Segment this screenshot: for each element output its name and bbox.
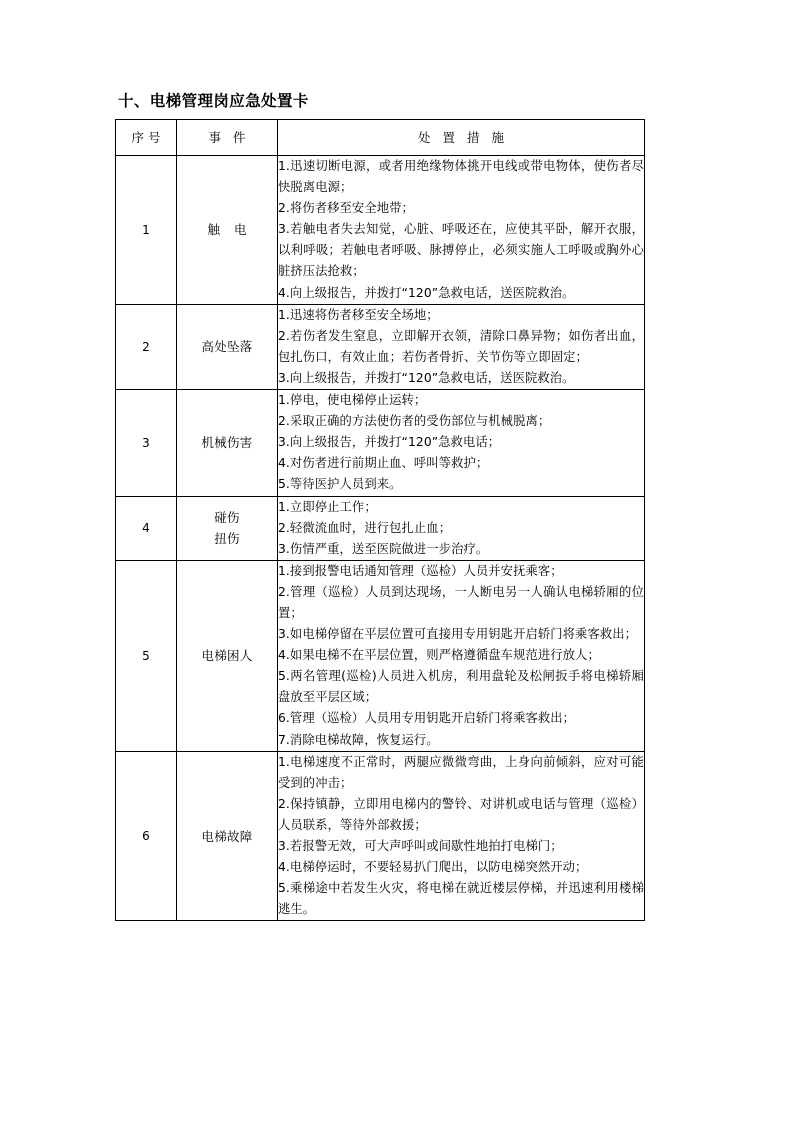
- row-number: 2: [116, 304, 177, 389]
- measure-item: 3.若触电者失去知觉，心脏、呼吸还在，应使其平卧，解开衣服，以利呼吸；若触电者呼吸、脉搏停止，必须实施人工呼吸或胸外心脏挤压法抢救；: [278, 222, 644, 279]
- row-measures: [278, 304, 645, 389]
- measure-item: 4.对伤者进行前期止血、呼叫等救护；: [278, 456, 489, 471]
- measure-item: 3.如电梯停留在平层位置可直接用专用钥匙开启轿门将乘客救出；: [278, 627, 638, 642]
- table-row: [116, 156, 645, 305]
- measure-item: 4.电梯停运时，不要轻易扒门爬出，以防电梯突然开动；: [278, 860, 588, 875]
- measure-item: 3.伤情严重，送至医院做进一步治疗。: [278, 541, 489, 556]
- table-row: [116, 304, 645, 389]
- row-event: 电梯困人: [177, 560, 278, 751]
- row-number: 1: [116, 156, 177, 305]
- measure-item: 3.向上级报告，并拨打“120”急救电话，送医院救治。: [278, 370, 575, 385]
- row-event-line2: 扭伤: [214, 531, 240, 547]
- row-measures: [278, 156, 645, 305]
- column-header-measures: 处 置 措 施: [278, 120, 645, 156]
- table-row: [116, 390, 645, 496]
- column-header-no: 序号: [116, 120, 177, 156]
- table-header-row: [116, 120, 645, 156]
- measure-item: 4.向上级报告，并拨打“120”急救电话，送医院救治。: [278, 285, 575, 300]
- row-measures: [278, 390, 645, 496]
- table-row: [116, 560, 645, 751]
- measure-item: 1.停电，使电梯停止运转；: [278, 393, 427, 408]
- table-body: [116, 156, 645, 921]
- page-title: 十、电梯管理岗应急处置卡: [118, 92, 309, 110]
- measure-item: 7.消除电梯故障，恢复运行。: [278, 732, 439, 747]
- row-measures: [278, 496, 645, 560]
- row-event: [177, 496, 278, 560]
- measure-item: 1.立即停止工作；: [278, 499, 377, 514]
- row-measures: [278, 751, 645, 921]
- measure-item: 5.两名管理(巡检)人员进入机房，利用盘轮及松闸扳手将电梯轿厢盘放至平层区域；: [278, 669, 644, 705]
- measure-item: 2.若伤者发生窒息，立即解开衣领，清除口鼻异物；如伤者出血，包扎伤口，有效止血；若伤者骨折、关节伤等立即固定；: [278, 328, 644, 364]
- emergency-response-table: [115, 119, 645, 921]
- row-measures: [278, 560, 645, 751]
- measure-item: 1.迅速将伤者移至安全场地；: [278, 307, 439, 322]
- measure-item: 4.如果电梯不在平层位置，则严格遵循盘车规范进行放人；: [278, 648, 600, 663]
- measure-item: 3.向上级报告，并拨打“120”急救电话；: [278, 435, 501, 450]
- row-event: 触 电: [177, 156, 278, 305]
- row-event: 机械伤害: [177, 390, 278, 496]
- measure-item: 5.乘梯途中若发生火灾，将电梯在就近楼层停梯，并迅速利用楼梯逃生。: [278, 881, 644, 917]
- table-row: [116, 751, 645, 921]
- measure-item: 2.采取正确的方法使伤者的受伤部位与机械脱离；: [278, 414, 551, 429]
- measure-item: 2.轻微流血时，进行包扎止血；: [278, 520, 452, 535]
- row-event-line1: 碰伤: [214, 510, 240, 526]
- measure-item: 3.若报警无效，可大声呼叫或间歇性地拍打电梯门；: [278, 839, 563, 853]
- measure-item: 1.接到报警电话通知管理（巡检）人员并安抚乘客；: [278, 563, 563, 578]
- column-header-event: 事 件: [177, 120, 278, 156]
- measure-item: 6.管理（巡检）人员用专用钥匙开启轿门将乘客救出；: [278, 711, 576, 726]
- measure-item: 2.将伤者移至安全地带；: [278, 201, 414, 216]
- measure-item: 1.迅速切断电源，或者用绝缘物体挑开电线或带电物体，使伤者尽快脱离电源；: [278, 159, 644, 195]
- row-number: 3: [116, 390, 177, 496]
- measure-item: 1.电梯速度不正常时，两腿应微微弯曲，上身向前倾斜，应对可能受到的冲击；: [278, 754, 644, 790]
- table-row: [116, 496, 645, 560]
- row-number: 6: [116, 751, 177, 921]
- row-event: 高处坠落: [177, 304, 278, 389]
- measure-item: 2.保持镇静，立即用电梯内的警铃、对讲机或电话与管理（巡检）人员联系，等待外部救援；: [278, 796, 644, 832]
- row-number: 5: [116, 560, 177, 751]
- row-event: 电梯故障: [177, 751, 278, 921]
- measure-item: 2.管理（巡检）人员到达现场，一人断电另一人确认电梯轿厢的位置；: [278, 584, 644, 620]
- row-number: 4: [116, 496, 177, 560]
- measure-item: 5.等待医护人员到来。: [278, 477, 402, 492]
